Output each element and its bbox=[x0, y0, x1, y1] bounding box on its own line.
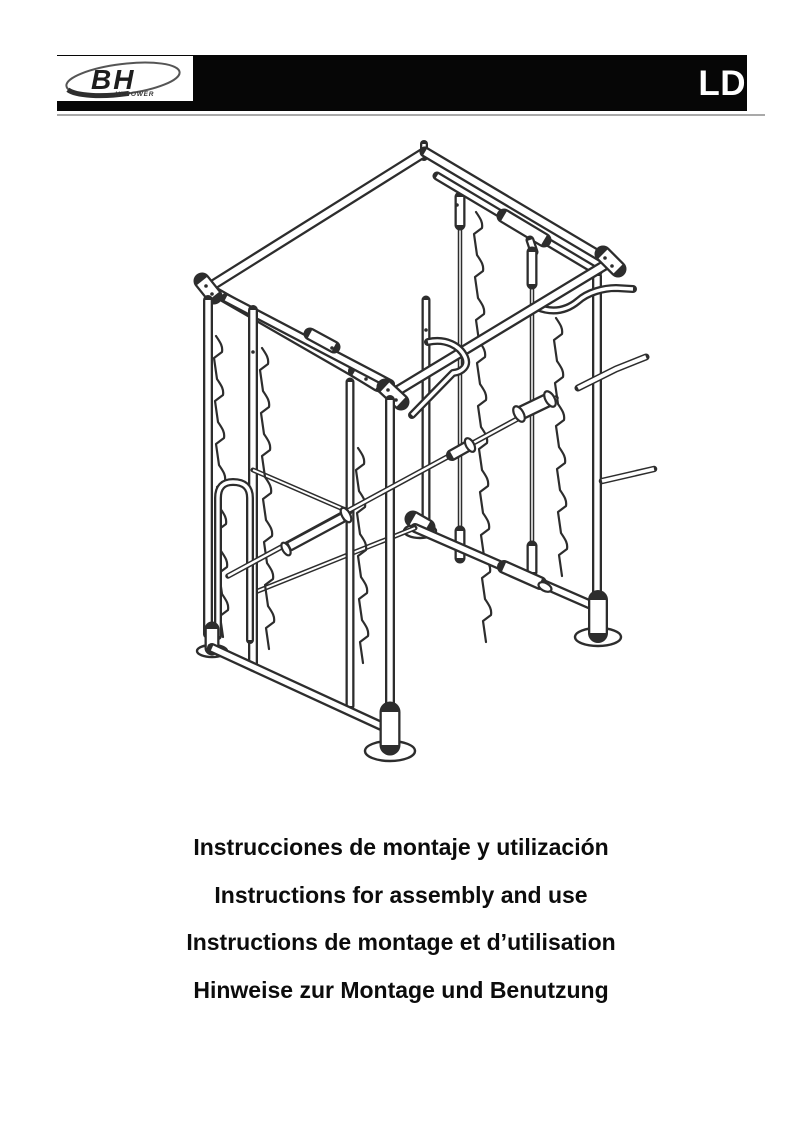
bh-logo-graphic bbox=[57, 56, 193, 101]
base-front bbox=[212, 400, 415, 761]
catch-rack-center bbox=[474, 212, 491, 642]
machine-illustration bbox=[160, 130, 680, 810]
weight-horn-lower bbox=[602, 469, 654, 481]
instruction-line-en: Instructions for assembly and use bbox=[214, 881, 588, 908]
instruction-line-es: Instrucciones de montaje y utilización bbox=[193, 834, 609, 860]
header-bar bbox=[57, 55, 747, 111]
header-divider-rule bbox=[57, 114, 765, 116]
weight-horn-upper bbox=[578, 357, 646, 388]
smith-machine-drawing bbox=[197, 144, 654, 761]
instructions-title-block bbox=[0, 824, 802, 1014]
top-frame-front-left bbox=[202, 281, 401, 402]
logo-tagline-text: HI POWER bbox=[115, 91, 155, 98]
catch-rack-left bbox=[260, 348, 274, 649]
instruction-line-de: Hinweise zur Montage und Benutzung bbox=[193, 976, 609, 1003]
logo-brand-text: BH bbox=[91, 64, 136, 95]
catch-rack-right bbox=[554, 318, 567, 576]
rear-upright bbox=[404, 300, 436, 538]
model-code: LD bbox=[698, 64, 746, 103]
right-upright bbox=[575, 276, 621, 646]
catch-rack-inner bbox=[356, 448, 368, 663]
instruction-line-fr: Instructions de montage et d’utilisation bbox=[186, 929, 616, 956]
top-frame bbox=[208, 144, 610, 288]
brand-logo bbox=[57, 56, 193, 101]
